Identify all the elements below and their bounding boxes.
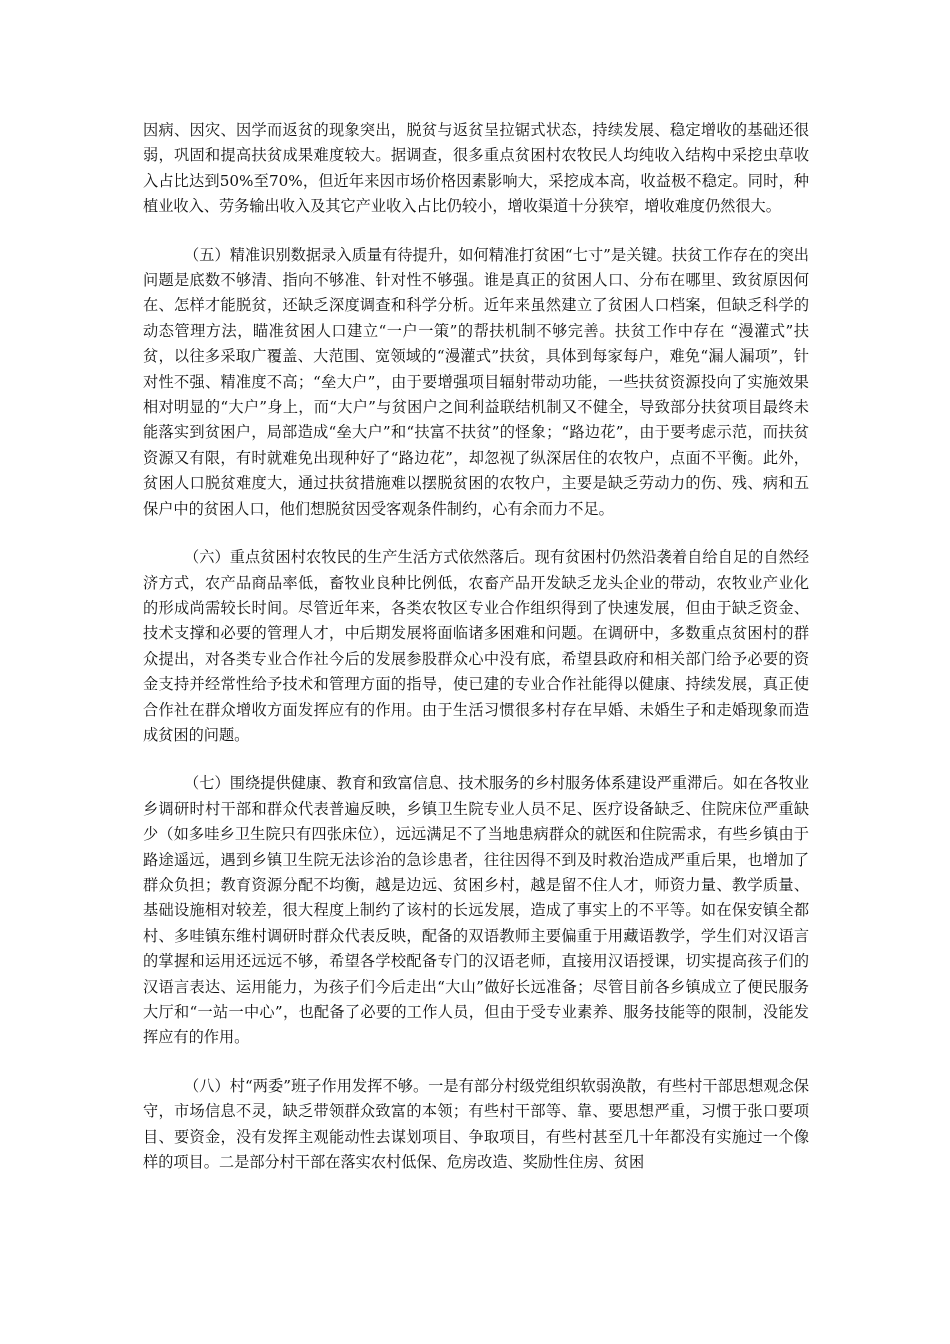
paragraph-section-5: （五）精准识别数据录入质量有待提升，如何精准打贫困“七寸”是关键。扶贫工作存在的突出问题是底数不够清、指向不够准、针对性不够强。谁是真正的贫困人口、分布在哪里、致贫原因何在、怎样才能脱贫，还缺乏深度调查和科学分析。近年来虽然建立了贫困人口档案，但缺乏科学的动态管理方法，瞄准贫困人口建立“一户一策”的帮扶机制不够完善。扶贫工作中存在 “漫灌式”扶贫，以往多采取广覆盖、大范围、宽领域的“漫灌式”扶贫，具体到每家每户，难免“漏人漏项”，针对性不强、精准度不高；“垒大户”，由于要增强项目辐射带动功能，一些扶贫资源投向了实施效果相对明显的“大户”身上，而“大户”与贫困户之间利益联结机制又不健全，导致部分扶贫项目最终未能落实到贫困户，局部造成“垒大户”和“扶富不扶贫”的怪象；“路边花”，由于要考虑示范，而扶贫资源又有限，有时就难免出现种好了“路边花”，却忽视了纵深居住的农牧户，点面不平衡。此外，贫困人口脱贫难度大，通过扶贫措施难以摆脱贫困的农牧户，主要是缺乏劳动力的伤、残、病和五保户中的贫困人口，他们想脱贫因受客观条件制约，心有余而力不足。 bbox=[143, 245, 809, 518]
paragraph-section-7: （七）围绕提供健康、教育和致富信息、技术服务的乡村服务体系建设严重滞后。如在各牧业乡调研时村干部和群众代表普遍反映，乡镇卫生院专业人员不足、医疗设备缺乏、住院床位严重缺少（如多哇乡卫生院只有四张床位），远远满足不了当地患病群众的就医和住院需求，有些乡镇由于路途遥远，遇到乡镇卫生院无法诊治的急诊患者，往往因得不到及时救治造成严重后果，也增加了群众负担；教育资源分配不均衡，越是边远、贫困乡村，越是留不住人才，师资力量、教学质量、基础设施相对较差，很大程度上制约了该村的长远发展，造成了事实上的不平等。如在保安镇全都村、多哇镇东维村调研时群众代表反映，配备的双语教师主要偏重于用藏语教学，学生们对汉语言的掌握和运用还远远不够，希望各学校配备专门的汉语老师，直接用汉语授课，切实提高孩子们的汉语言表达、运用能力，为孩子们今后走出“大山”做好长远准备；尽管目前各乡镇成立了便民服务大厅和“一站一中心”，也配备了必要的工作人员，但由于受专业素养、服务技能等的限制，没能发挥应有的作用。 bbox=[143, 774, 809, 1047]
document-page bbox=[143, 118, 809, 1198]
paragraph-continuation: 因病、因灾、因学而返贫的现象突出，脱贫与返贫呈拉锯式状态，持续发展、稳定增收的基础还很弱，巩固和提高扶贫成果难度较大。据调查，很多重点贫困村农牧民人均纯收入结构中采挖虫草收入占比达到50%至70%，但近年来因市场价格因素影响大，采挖成本高，收益极不稳定。同时，种植业收入、劳务输出收入及其它产业收入占比仍较小，增收渠道十分狭窄，增收难度仍然很大。 bbox=[143, 121, 809, 216]
paragraph-section-8: （八）村“两委”班子作用发挥不够。一是有部分村级党组织软弱涣散，有些村干部思想观念保守，市场信息不灵，缺乏带领群众致富的本领；有些村干部等、靠、要思想严重，习惯于张口要项目、要资金，没有发挥主观能动性去谋划项目、争取项目，有些村甚至几十年都没有实施过一个像样的项目。二是部分村干部在落实农村低保、危房改造、奖励性住房、贫困 bbox=[143, 1076, 809, 1172]
paragraph-section-6: （六）重点贫困村农牧民的生产生活方式依然落后。现有贫困村仍然沿袭着自给自足的自然经济方式，农产品商品率低，畜牧业良种比例低，农畜产品开发缺乏龙头企业的带动，农牧业产业化的形成尚需较长时间。尽管近年来，各类农牧区专业合作组织得到了快速发展，但由于缺乏资金、技术支撑和必要的管理人才，中后期发展将面临诸多困难和问题。在调研中，多数重点贫困村的群众提出，对各类专业合作社今后的发展参股群众心中没有底，希望县政府和相关部门给予必要的资金支持并经常性给予技术和管理方面的指导，使已建的专业合作社能得以健康、持续发展，真正使合作社在群众增收方面发挥应有的作用。由于生活习惯很多村存在早婚、未婚生子和走婚现象而造成贫困的问题。 bbox=[143, 548, 809, 744]
